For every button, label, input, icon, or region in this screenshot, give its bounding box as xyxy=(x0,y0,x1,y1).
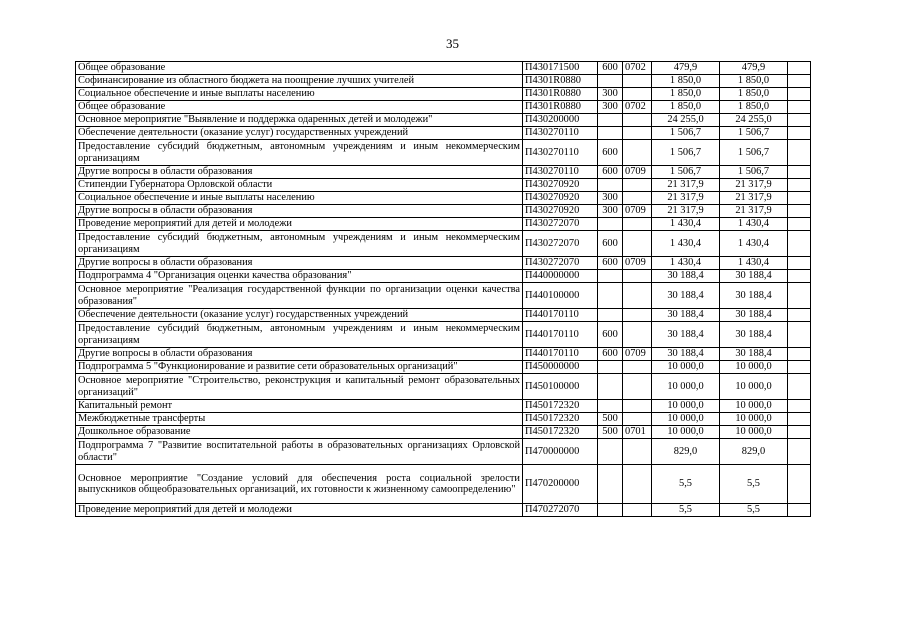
row-value-2-cell: 30 188,4 xyxy=(720,322,788,348)
row-value-1-cell: 30 188,4 xyxy=(652,270,720,283)
row-value-1-cell: 1 430,4 xyxy=(652,231,720,257)
row-name-cell: Софинансирование из областного бюджета на поощрение лучших учителей xyxy=(76,75,523,88)
row-vr-cell: 500 xyxy=(598,413,623,426)
row-rz-cell: 0709 xyxy=(623,348,652,361)
row-rz-cell xyxy=(623,374,652,400)
row-value-1-cell: 5,5 xyxy=(652,504,720,517)
row-vr-cell xyxy=(598,114,623,127)
row-value-2-cell: 10 000,0 xyxy=(720,400,788,413)
row-value-2-cell: 829,0 xyxy=(720,439,788,465)
row-code-cell: П4301R0880 xyxy=(523,88,598,101)
row-name-cell: Стипендии Губернатора Орловской области xyxy=(76,179,523,192)
row-code-cell: П470000000 xyxy=(523,439,598,465)
table-row xyxy=(76,283,811,309)
row-empty-cell xyxy=(788,231,811,257)
row-rz-cell xyxy=(623,270,652,283)
row-name-cell: Другие вопросы в области образования xyxy=(76,166,523,179)
row-rz-cell xyxy=(623,179,652,192)
budget-table xyxy=(75,61,811,517)
row-name-cell: Проведение мероприятий для детей и молодежи xyxy=(76,504,523,517)
row-name-cell: Социальное обеспечение и иные выплаты населению xyxy=(76,192,523,205)
row-vr-cell xyxy=(598,75,623,88)
row-value-1-cell: 21 317,9 xyxy=(652,192,720,205)
table-row xyxy=(76,101,811,114)
table-row xyxy=(76,179,811,192)
row-empty-cell xyxy=(788,192,811,205)
row-empty-cell xyxy=(788,374,811,400)
row-value-2-cell: 1 850,0 xyxy=(720,75,788,88)
row-code-cell: П4301R0880 xyxy=(523,75,598,88)
row-vr-cell: 600 xyxy=(598,322,623,348)
row-vr-cell: 600 xyxy=(598,166,623,179)
row-rz-cell xyxy=(623,140,652,166)
row-vr-cell: 600 xyxy=(598,140,623,166)
row-name-cell: Проведение мероприятий для детей и молодежи xyxy=(76,218,523,231)
table-row xyxy=(76,257,811,270)
row-empty-cell xyxy=(788,465,811,504)
row-empty-cell xyxy=(788,166,811,179)
row-code-cell: П440100000 xyxy=(523,283,598,309)
row-rz-cell: 0702 xyxy=(623,62,652,75)
row-rz-cell: 0709 xyxy=(623,257,652,270)
row-name-cell: Капитальный ремонт xyxy=(76,400,523,413)
row-code-cell: П440170110 xyxy=(523,322,598,348)
row-empty-cell xyxy=(788,322,811,348)
row-empty-cell xyxy=(788,179,811,192)
row-empty-cell xyxy=(788,62,811,75)
table-row xyxy=(76,374,811,400)
row-vr-cell xyxy=(598,361,623,374)
row-value-1-cell: 1 850,0 xyxy=(652,75,720,88)
row-empty-cell xyxy=(788,439,811,465)
table-row xyxy=(76,309,811,322)
row-empty-cell xyxy=(788,283,811,309)
row-value-2-cell: 1 430,4 xyxy=(720,257,788,270)
row-value-1-cell: 1 506,7 xyxy=(652,127,720,140)
row-vr-cell: 300 xyxy=(598,101,623,114)
row-value-2-cell: 10 000,0 xyxy=(720,361,788,374)
row-rz-cell: 0709 xyxy=(623,205,652,218)
row-vr-cell xyxy=(598,439,623,465)
row-vr-cell: 600 xyxy=(598,62,623,75)
row-empty-cell xyxy=(788,413,811,426)
row-rz-cell xyxy=(623,504,652,517)
row-value-2-cell: 5,5 xyxy=(720,504,788,517)
row-empty-cell xyxy=(788,114,811,127)
row-name-cell: Обеспечение деятельности (оказание услуг) государственных учреждений xyxy=(76,127,523,140)
row-code-cell: П430270920 xyxy=(523,205,598,218)
row-value-1-cell: 10 000,0 xyxy=(652,374,720,400)
row-name-cell: Подпрограмма 5 "Функционирование и развитие сети образовательных организаций" xyxy=(76,361,523,374)
row-vr-cell: 300 xyxy=(598,88,623,101)
row-value-2-cell: 21 317,9 xyxy=(720,192,788,205)
table-row xyxy=(76,426,811,439)
row-empty-cell xyxy=(788,426,811,439)
row-empty-cell xyxy=(788,504,811,517)
row-name-cell: Другие вопросы в области образования xyxy=(76,348,523,361)
table-row xyxy=(76,88,811,101)
row-empty-cell xyxy=(788,257,811,270)
row-rz-cell xyxy=(623,309,652,322)
row-rz-cell xyxy=(623,400,652,413)
row-code-cell: П450100000 xyxy=(523,374,598,400)
row-value-2-cell: 30 188,4 xyxy=(720,309,788,322)
row-value-1-cell: 30 188,4 xyxy=(652,309,720,322)
row-code-cell: П430200000 xyxy=(523,114,598,127)
row-empty-cell xyxy=(788,348,811,361)
table-row xyxy=(76,205,811,218)
row-vr-cell: 300 xyxy=(598,205,623,218)
row-rz-cell xyxy=(623,127,652,140)
row-rz-cell: 0702 xyxy=(623,101,652,114)
row-name-cell: Дошкольное образование xyxy=(76,426,523,439)
row-vr-cell: 500 xyxy=(598,426,623,439)
row-rz-cell xyxy=(623,192,652,205)
row-empty-cell xyxy=(788,205,811,218)
row-empty-cell xyxy=(788,88,811,101)
row-value-1-cell: 1 506,7 xyxy=(652,166,720,179)
table-row xyxy=(76,192,811,205)
row-empty-cell xyxy=(788,218,811,231)
row-value-2-cell: 21 317,9 xyxy=(720,205,788,218)
row-name-cell: Подпрограмма 7 "Развитие воспитательной работы в образовательных организациях Орловской области" xyxy=(76,439,523,465)
table-row xyxy=(76,439,811,465)
row-name-cell: Обеспечение деятельности (оказание услуг) государственных учреждений xyxy=(76,309,523,322)
table-row xyxy=(76,504,811,517)
row-value-1-cell: 5,5 xyxy=(652,465,720,504)
row-value-1-cell: 24 255,0 xyxy=(652,114,720,127)
row-code-cell: П450172320 xyxy=(523,426,598,439)
row-vr-cell xyxy=(598,374,623,400)
table-row xyxy=(76,400,811,413)
row-value-2-cell: 1 506,7 xyxy=(720,140,788,166)
row-rz-cell xyxy=(623,322,652,348)
row-name-cell: Предоставление субсидий бюджетным, автономным учреждениям и иным некоммерческим организациям xyxy=(76,140,523,166)
row-name-cell: Другие вопросы в области образования xyxy=(76,205,523,218)
row-vr-cell xyxy=(598,309,623,322)
row-vr-cell xyxy=(598,179,623,192)
row-empty-cell xyxy=(788,127,811,140)
row-code-cell: П470272070 xyxy=(523,504,598,517)
row-value-1-cell: 1 430,4 xyxy=(652,218,720,231)
row-name-cell: Основное мероприятие "Реализация государственной функции по организации оценки качества образования" xyxy=(76,283,523,309)
row-value-2-cell: 1 506,7 xyxy=(720,127,788,140)
row-name-cell: Основное мероприятие "Строительство, реконструкция и капитальный ремонт образовательных организаций" xyxy=(76,374,523,400)
row-empty-cell xyxy=(788,140,811,166)
row-name-cell: Социальное обеспечение и иные выплаты населению xyxy=(76,88,523,101)
row-name-cell: Предоставление субсидий бюджетным, автономным учреждениям и иным некоммерческим организациям xyxy=(76,322,523,348)
table-row xyxy=(76,270,811,283)
row-value-1-cell: 10 000,0 xyxy=(652,413,720,426)
table-row xyxy=(76,413,811,426)
row-vr-cell xyxy=(598,218,623,231)
row-rz-cell xyxy=(623,283,652,309)
row-vr-cell xyxy=(598,504,623,517)
row-value-1-cell: 829,0 xyxy=(652,439,720,465)
row-value-2-cell: 21 317,9 xyxy=(720,179,788,192)
row-name-cell: Предоставление субсидий бюджетным, автономным учреждениям и иным некоммерческим организациям xyxy=(76,231,523,257)
row-rz-cell xyxy=(623,413,652,426)
row-empty-cell xyxy=(788,75,811,88)
row-value-1-cell: 30 188,4 xyxy=(652,348,720,361)
row-value-1-cell: 479,9 xyxy=(652,62,720,75)
table-row xyxy=(76,166,811,179)
row-value-2-cell: 30 188,4 xyxy=(720,283,788,309)
row-code-cell: П450172320 xyxy=(523,400,598,413)
row-rz-cell: 0709 xyxy=(623,166,652,179)
row-vr-cell: 600 xyxy=(598,231,623,257)
row-value-1-cell: 10 000,0 xyxy=(652,400,720,413)
row-code-cell: П440170110 xyxy=(523,348,598,361)
row-value-2-cell: 1 506,7 xyxy=(720,166,788,179)
row-value-1-cell: 1 506,7 xyxy=(652,140,720,166)
row-code-cell: П430171500 xyxy=(523,62,598,75)
table-row xyxy=(76,361,811,374)
row-value-2-cell: 30 188,4 xyxy=(720,348,788,361)
table-row xyxy=(76,75,811,88)
row-code-cell: П440000000 xyxy=(523,270,598,283)
row-name-cell: Подпрограмма 4 "Организация оценки качества образования" xyxy=(76,270,523,283)
row-code-cell: П430270110 xyxy=(523,140,598,166)
row-name-cell: Основное мероприятие "Выявление и поддержка одаренных детей и молодежи" xyxy=(76,114,523,127)
row-name-cell: Межбюджетные трансферты xyxy=(76,413,523,426)
row-value-2-cell: 1 430,4 xyxy=(720,231,788,257)
row-name-cell: Другие вопросы в области образования xyxy=(76,257,523,270)
row-value-2-cell: 10 000,0 xyxy=(720,413,788,426)
table-row xyxy=(76,465,811,504)
row-code-cell: П4301R0880 xyxy=(523,101,598,114)
row-rz-cell xyxy=(623,231,652,257)
row-empty-cell xyxy=(788,270,811,283)
row-value-2-cell: 10 000,0 xyxy=(720,426,788,439)
row-code-cell: П450172320 xyxy=(523,413,598,426)
row-value-2-cell: 30 188,4 xyxy=(720,270,788,283)
row-vr-cell: 600 xyxy=(598,257,623,270)
page-number: 35 xyxy=(446,36,459,51)
row-name-cell: Общее образование xyxy=(76,62,523,75)
row-name-cell: Основное мероприятие "Создание условий для обеспечения роста социальной зрелости выпускников общеобразовательных организаций, их готовности к жизненному самоопределению" xyxy=(76,465,523,504)
table-row xyxy=(76,114,811,127)
row-rz-cell xyxy=(623,88,652,101)
row-value-1-cell: 10 000,0 xyxy=(652,361,720,374)
row-value-1-cell: 30 188,4 xyxy=(652,283,720,309)
row-vr-cell xyxy=(598,127,623,140)
row-rz-cell xyxy=(623,361,652,374)
row-code-cell: П430272070 xyxy=(523,231,598,257)
row-name-cell: Общее образование xyxy=(76,101,523,114)
table-row xyxy=(76,348,811,361)
row-rz-cell xyxy=(623,465,652,504)
row-code-cell: П430270110 xyxy=(523,127,598,140)
row-code-cell: П430270110 xyxy=(523,166,598,179)
row-empty-cell xyxy=(788,361,811,374)
row-code-cell: П430270920 xyxy=(523,192,598,205)
row-code-cell: П450000000 xyxy=(523,361,598,374)
row-rz-cell xyxy=(623,75,652,88)
row-value-2-cell: 1 850,0 xyxy=(720,88,788,101)
table-row xyxy=(76,140,811,166)
row-rz-cell xyxy=(623,439,652,465)
table-row xyxy=(76,218,811,231)
row-empty-cell xyxy=(788,309,811,322)
row-value-1-cell: 1 430,4 xyxy=(652,257,720,270)
row-vr-cell xyxy=(598,270,623,283)
row-vr-cell: 600 xyxy=(598,348,623,361)
row-code-cell: П430272070 xyxy=(523,218,598,231)
row-empty-cell xyxy=(788,400,811,413)
row-value-1-cell: 1 850,0 xyxy=(652,88,720,101)
row-code-cell: П440170110 xyxy=(523,309,598,322)
row-value-2-cell: 24 255,0 xyxy=(720,114,788,127)
table-row xyxy=(76,231,811,257)
row-rz-cell xyxy=(623,218,652,231)
table-row xyxy=(76,322,811,348)
row-value-2-cell: 479,9 xyxy=(720,62,788,75)
row-value-2-cell: 1 430,4 xyxy=(720,218,788,231)
table-body xyxy=(76,62,811,517)
row-vr-cell xyxy=(598,465,623,504)
row-rz-cell xyxy=(623,114,652,127)
row-value-1-cell: 30 188,4 xyxy=(652,322,720,348)
row-value-2-cell: 1 850,0 xyxy=(720,101,788,114)
row-value-1-cell: 10 000,0 xyxy=(652,426,720,439)
row-value-2-cell: 5,5 xyxy=(720,465,788,504)
row-vr-cell xyxy=(598,400,623,413)
table-row xyxy=(76,62,811,75)
row-code-cell: П430270920 xyxy=(523,179,598,192)
row-value-1-cell: 21 317,9 xyxy=(652,179,720,192)
row-value-2-cell: 10 000,0 xyxy=(720,374,788,400)
row-value-1-cell: 1 850,0 xyxy=(652,101,720,114)
row-code-cell: П470200000 xyxy=(523,465,598,504)
table-row xyxy=(76,127,811,140)
row-value-1-cell: 21 317,9 xyxy=(652,205,720,218)
row-rz-cell: 0701 xyxy=(623,426,652,439)
row-vr-cell: 300 xyxy=(598,192,623,205)
row-code-cell: П430272070 xyxy=(523,257,598,270)
row-vr-cell xyxy=(598,283,623,309)
row-empty-cell xyxy=(788,101,811,114)
